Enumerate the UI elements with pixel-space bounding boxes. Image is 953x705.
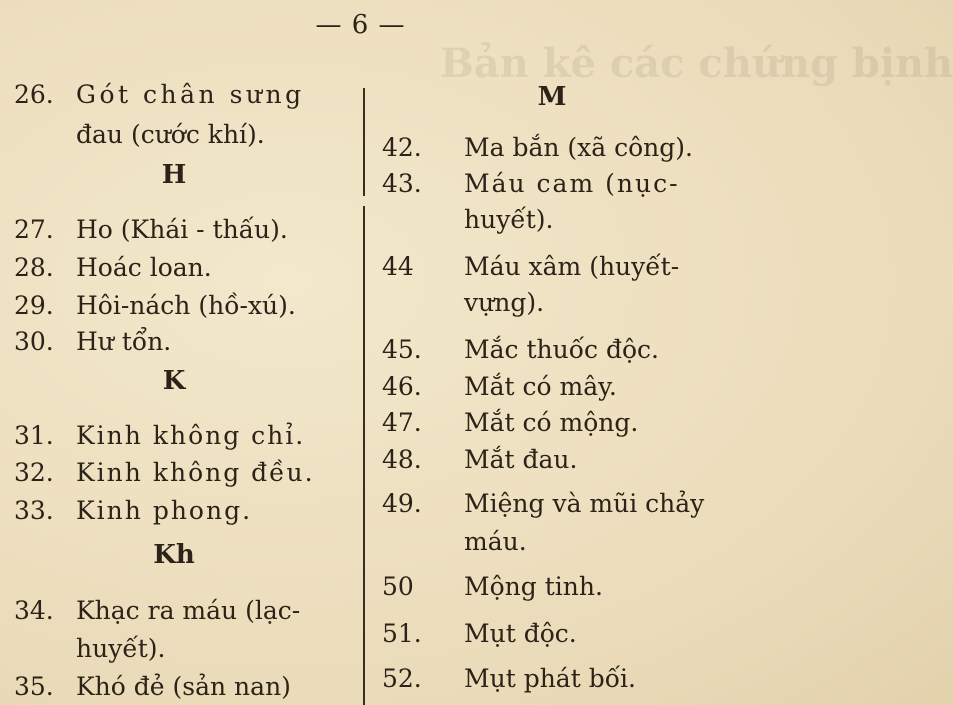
item-text: Mụt phát bối. xyxy=(464,664,636,693)
item-number: 51. xyxy=(382,619,422,648)
item-text: Ho (Khái - thấu). xyxy=(76,215,288,244)
item-text: Hoác loan. xyxy=(76,253,212,282)
item-number: 35. xyxy=(14,672,54,701)
item-text: Mộng tinh. xyxy=(464,572,603,601)
item-text: Kinh không đều. xyxy=(76,458,315,487)
item-text: Máu xâm (huyết- xyxy=(464,252,680,281)
section-heading-h: H xyxy=(161,160,187,190)
item-text: Mắt có mây. xyxy=(464,372,617,401)
item-number: 46. xyxy=(382,372,422,401)
section-heading-kh: Kh xyxy=(153,540,195,570)
item-number: 34. xyxy=(14,596,54,625)
item-text: đau (cước khí). xyxy=(76,120,265,149)
item-text: Mắt đau. xyxy=(464,445,578,474)
bleed-through-title: Bản kê các chứng bịnh xyxy=(440,40,953,87)
item-number: 44 xyxy=(382,252,414,281)
item-text: Kinh phong. xyxy=(76,496,253,525)
column-divider-bottom xyxy=(363,206,365,705)
section-heading-m: M xyxy=(537,82,567,112)
item-number: 47. xyxy=(382,408,422,437)
item-text: Máu cam (nục- xyxy=(464,169,680,198)
item-number: 32. xyxy=(14,458,54,487)
item-text: Mắt có mộng. xyxy=(464,408,639,437)
item-number: 33. xyxy=(14,496,54,525)
item-text: Mụt độc. xyxy=(464,619,577,648)
section-heading-k: K xyxy=(162,366,186,396)
column-divider-top xyxy=(363,88,365,196)
item-text: Ma bắn (xã công). xyxy=(464,133,693,162)
item-number: 43. xyxy=(382,169,422,198)
item-text: Hư tổn. xyxy=(76,327,172,356)
item-text: Mắc thuốc độc. xyxy=(464,335,659,364)
page-number: — 6 — xyxy=(315,10,406,40)
item-number: 49. xyxy=(382,489,422,518)
item-number: 29. xyxy=(14,291,54,320)
item-number: 50 xyxy=(382,572,414,601)
item-number: 30. xyxy=(14,327,54,356)
item-number: 26. xyxy=(14,80,54,109)
item-number: 52. xyxy=(382,664,422,693)
item-number: 28. xyxy=(14,253,54,282)
item-number: 27. xyxy=(14,215,54,244)
item-text: Miệng và mũi chảy xyxy=(464,489,705,518)
item-text: Khó đẻ (sản nan) xyxy=(76,672,291,701)
item-text: Khạc ra máu (lạc- xyxy=(76,596,301,625)
item-text: Gót chân sưng xyxy=(76,80,305,109)
item-number: 45. xyxy=(382,335,422,364)
item-text: vựng). xyxy=(464,288,545,317)
item-number: 48. xyxy=(382,445,422,474)
item-number: 42. xyxy=(382,133,422,162)
item-text: máu. xyxy=(464,527,527,556)
item-text: huyết). xyxy=(464,205,554,234)
item-number: 31. xyxy=(14,421,54,450)
item-text: Hôi-nách (hồ-xú). xyxy=(76,291,296,320)
item-text: huyết). xyxy=(76,634,166,663)
item-text: Kinh không chỉ. xyxy=(76,421,306,450)
